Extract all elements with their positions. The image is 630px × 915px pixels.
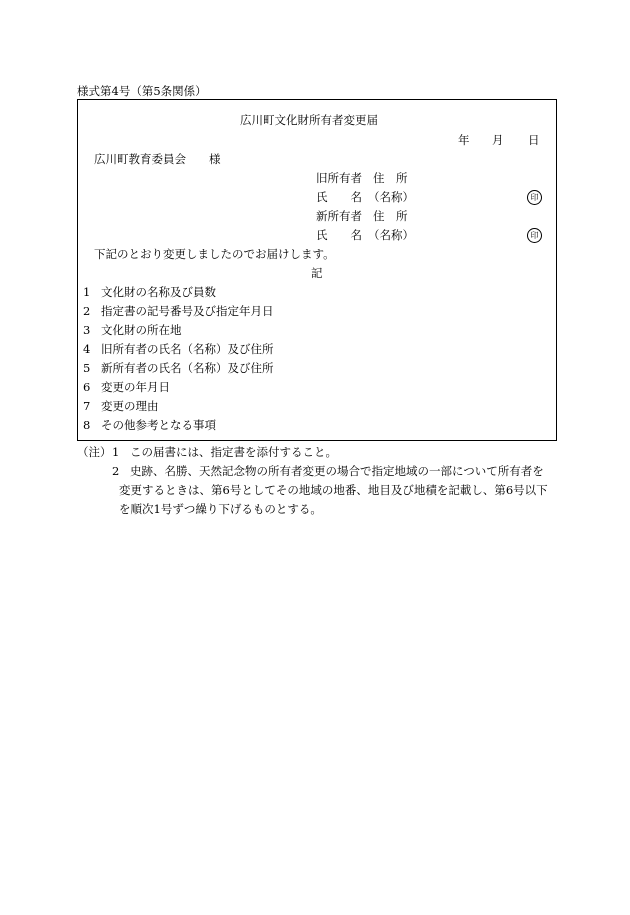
- note-1-num: 1: [112, 445, 120, 459]
- list-item-2-text: 指定書の記号番号及び指定年月日: [101, 304, 274, 318]
- list-item-1-num: 1: [83, 285, 91, 299]
- form-title: 広川町文化財所有者変更届: [240, 113, 378, 127]
- list-item-8-text: その他参考となる事項: [101, 418, 216, 432]
- note-2-line-1: 史跡、名勝、天然記念物の所有者変更の場合で指定地域の一部について所有者を: [130, 464, 544, 478]
- list-item-3-num: 3: [83, 323, 91, 337]
- form-number: 様式第4号（第5条関係）: [77, 84, 207, 98]
- list-item-3-text: 文化財の所在地: [101, 323, 182, 337]
- new-owner-name-label: 氏 名: [316, 228, 362, 242]
- note-1-text: この届書には、指定書を添付すること。: [130, 445, 337, 459]
- date-year: 年: [458, 133, 470, 147]
- notes-label: （注）: [77, 445, 112, 459]
- list-item-4-text: 旧所有者の氏名（名称）及び住所: [101, 342, 274, 356]
- new-owner-label: 新所有者: [316, 209, 362, 223]
- old-owner-name-label: 氏 名: [316, 190, 362, 204]
- old-owner-label: 旧所有者: [316, 171, 362, 185]
- note-2-line-2: 変更するときは、第6号としてその地域の地番、地目及び地積を記載し、第6号以下: [119, 483, 548, 497]
- addressee: 広川町教育委員会 様: [94, 152, 221, 166]
- list-item-4-num: 4: [83, 342, 91, 356]
- note-2-num: 2: [112, 464, 120, 478]
- list-item-6-text: 変更の年月日: [101, 380, 170, 394]
- date-month: 月: [492, 133, 504, 147]
- list-item-7-num: 7: [83, 399, 91, 413]
- list-item-8-num: 8: [83, 418, 91, 432]
- list-item-2-num: 2: [83, 304, 91, 318]
- list-item-7-text: 変更の理由: [101, 399, 159, 413]
- list-item-6-num: 6: [83, 380, 91, 394]
- list-item-1-text: 文化財の名称及び員数: [101, 285, 216, 299]
- note-2-line-3: を順次1号ずつ繰り下げるものとする。: [119, 502, 322, 516]
- intro-text: 下記のとおり変更しましたのでお届けします。: [94, 247, 335, 261]
- list-item-5-num: 5: [83, 361, 91, 375]
- list-item-5-text: 新所有者の氏名（名称）及び住所: [101, 361, 274, 375]
- date-day: 日: [528, 133, 540, 147]
- old-owner-seal-icon: 印: [527, 190, 542, 205]
- new-owner-name-note: （名称）: [368, 228, 414, 242]
- new-owner-seal-icon: 印: [527, 228, 542, 243]
- old-owner-name-note: （名称）: [368, 190, 414, 204]
- ki-heading: 記: [311, 266, 323, 280]
- form-frame: [77, 99, 557, 441]
- new-owner-address-label: 住 所: [373, 209, 408, 223]
- old-owner-address-label: 住 所: [373, 171, 408, 185]
